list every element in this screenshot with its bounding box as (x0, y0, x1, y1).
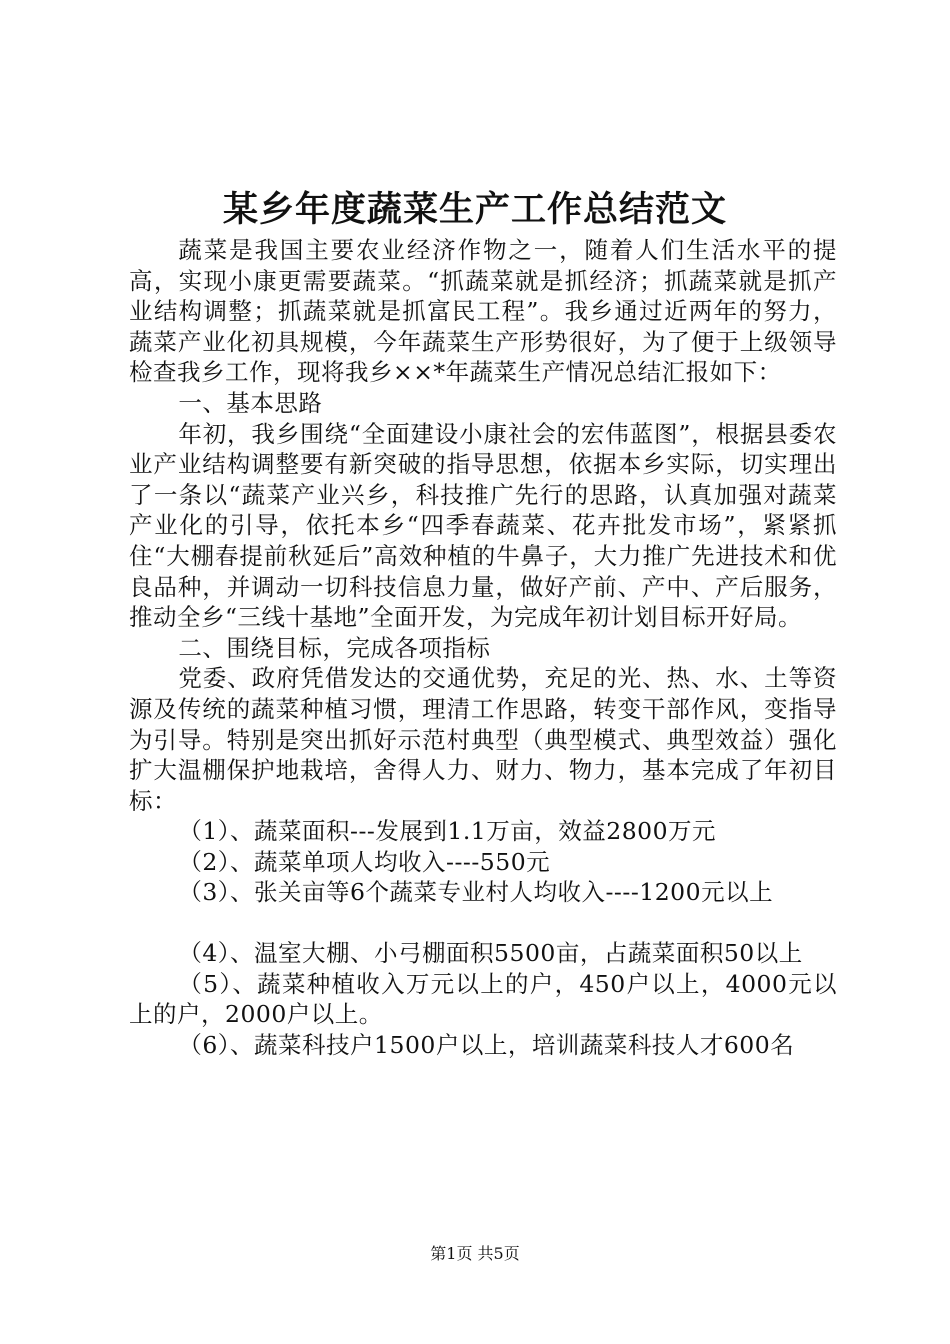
target-item-5: （5）、蔬菜种植收入万元以上的户，450户以上，4000元以上的户，2000户以上。 (129, 969, 837, 1029)
blank-line (129, 908, 837, 938)
page-number-footer: 第1页 共5页 (430, 1244, 520, 1263)
section-2-paragraph: 党委、政府凭借发达的交通优势，充足的光、热、水、土等资源及传统的蔬菜种植习惯，理清工作思路，转变干部作风，变指导为引导。特别是突出抓好示范村典型（典型模式、典型效益）强化扩大温棚保护地栽培，舍得人力、财力、物力，基本完成了年初目标： (129, 664, 837, 815)
section-2-heading: 二、围绕目标，完成各项指标 (178, 633, 491, 662)
section-1-heading: 一、基本思路 (178, 388, 323, 417)
target-item-6: （6）、蔬菜科技户1500户以上，培训蔬菜科技人才600名 (178, 1030, 795, 1059)
section-1-paragraph: 年初，我乡围绕“全面建设小康社会的宏伟蓝图”，根据县委农业产业结构调整要有新突破的指导思想，依据本乡实际，切实理出了一条以“蔬菜产业兴乡，科技推广先行的思路，认真加强对蔬菜产业化的引导，依托本乡“四季春蔬菜、花卉批发市场”，紧紧抓住“大棚春提前秋延后”高效种植的牛鼻子，大力推广先进技术和优良品种，并调动一切科技信息力量，做好产前、产中、产后服务，推动全乡“三线十基地”全面开发，为完成年初计划目标开好局。 (129, 419, 837, 632)
document-title: 某乡年度蔬菜生产工作总结范文 (222, 189, 727, 230)
document-body (129, 235, 837, 1060)
target-item-1: （1）、蔬菜面积---发展到1.1万亩，效益2800万元 (178, 817, 717, 846)
target-item-4: （4）、温室大棚、小弓棚面积5500亩，占蔬菜面积50以上 (178, 939, 803, 968)
target-item-3: （3）、张关亩等6个蔬菜专业村人均收入----1200元以上 (178, 878, 774, 907)
intro-paragraph: 蔬菜是我国主要农业经济作物之一，随着人们生活水平的提高，实现小康更需要蔬菜。“抓蔬菜就是抓经济；抓蔬菜就是抓产业结构调整；抓蔬菜就是抓富民工程”。我乡通过近两年的努力，蔬菜产业化初具规模，今年蔬菜生产形势很好，为了便于上级领导检查我乡工作，现将我乡××*年蔬菜生产情况总结汇报如下： (129, 236, 837, 387)
target-item-2: （2）、蔬菜单项人均收入----550元 (178, 847, 551, 876)
